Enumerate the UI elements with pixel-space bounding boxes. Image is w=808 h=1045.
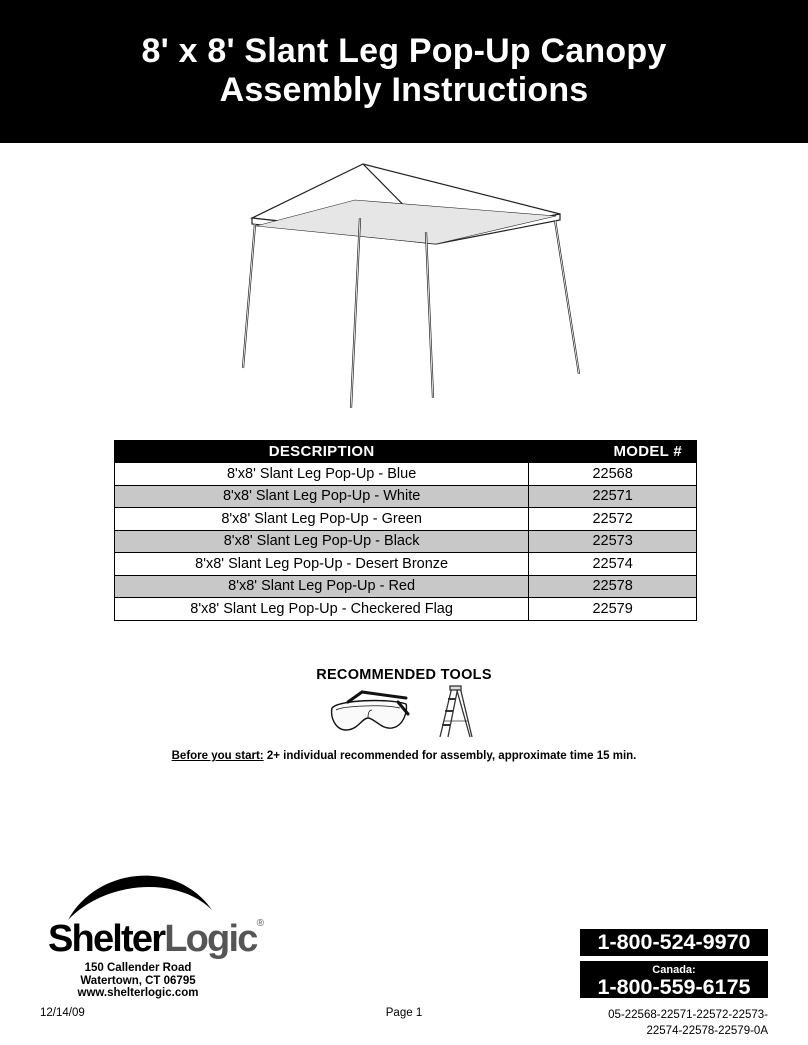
shelterlogic-arc-logo: [66, 858, 214, 922]
table-row: [115, 575, 697, 598]
canopy-illustration: [230, 158, 590, 416]
model-header: MODEL #: [529, 441, 697, 463]
row-model: 22578: [529, 575, 697, 598]
row-model: 22572: [529, 508, 697, 531]
table-row: [115, 508, 697, 531]
recommended-tools-title: RECOMMENDED TOOLS: [316, 667, 492, 683]
row-description: 8'x8' Slant Leg Pop-Up - Desert Bronze: [115, 553, 529, 576]
before-you-start-text: 2+ individual recommended for assembly, approximate time 15 min.: [263, 750, 637, 762]
row-model: 22571: [529, 485, 697, 508]
part-number-line-1: 05-22568-22571-22572-22573-: [608, 1009, 768, 1021]
row-model: 22579: [529, 598, 697, 621]
canada-phone-box: [580, 961, 768, 998]
canada-label: Canada:: [652, 964, 696, 976]
address-line-1: 150 Callender Road: [84, 962, 192, 974]
row-description: 8'x8' Slant Leg Pop-Up - White: [115, 485, 529, 508]
table-row: [115, 530, 697, 553]
before-you-start-label: Before you start:: [171, 750, 264, 762]
row-description: 8'x8' Slant Leg Pop-Up - Red: [115, 575, 529, 598]
row-description: 8'x8' Slant Leg Pop-Up - Green: [115, 508, 529, 531]
row-model: 22568: [529, 463, 697, 486]
table-row: [115, 553, 697, 576]
footer-page-number: Page 1: [385, 1007, 423, 1019]
row-description: 8'x8' Slant Leg Pop-Up - Black: [115, 530, 529, 553]
company-website: www.shelterlogic.com: [77, 987, 199, 999]
footer-date: 12/14/09: [40, 1007, 85, 1019]
company-address: [60, 962, 216, 1000]
address-line-2: Watertown, CT 06795: [80, 974, 196, 987]
logo-part-shelter: Shelter: [48, 918, 165, 960]
row-description: 8'x8' Slant Leg Pop-Up - Blue: [115, 463, 529, 486]
table-row: [115, 463, 697, 486]
table-row: [115, 485, 697, 508]
part-number-line-2: 22574-22578-22579-0A: [646, 1025, 768, 1037]
description-header: DESCRIPTION: [115, 441, 529, 463]
registered-mark: ®: [256, 918, 264, 929]
title-line-2: Assembly Instructions: [219, 71, 589, 109]
safety-goggles-icon: [328, 688, 410, 734]
row-description: 8'x8' Slant Leg Pop-Up - Checkered Flag: [115, 598, 529, 621]
step-ladder-icon: [436, 685, 474, 739]
row-model: 22573: [529, 530, 697, 553]
footer-part-number: [608, 1007, 768, 1039]
title-line-1: 8' x 8' Slant Leg Pop-Up Canopy: [141, 32, 667, 70]
logo-part-logic: Logic: [164, 918, 257, 960]
table-header-row: [115, 441, 697, 463]
canada-phone: 1-800-559-6175: [597, 975, 751, 999]
before-you-start-note: [0, 750, 808, 762]
page-header: [0, 0, 808, 143]
models-table: [114, 440, 697, 621]
table-row: [115, 598, 697, 621]
shelterlogic-logo-text: [48, 918, 264, 961]
row-model: 22574: [529, 553, 697, 576]
us-phone-box: 1-800-524-9970: [580, 929, 768, 956]
